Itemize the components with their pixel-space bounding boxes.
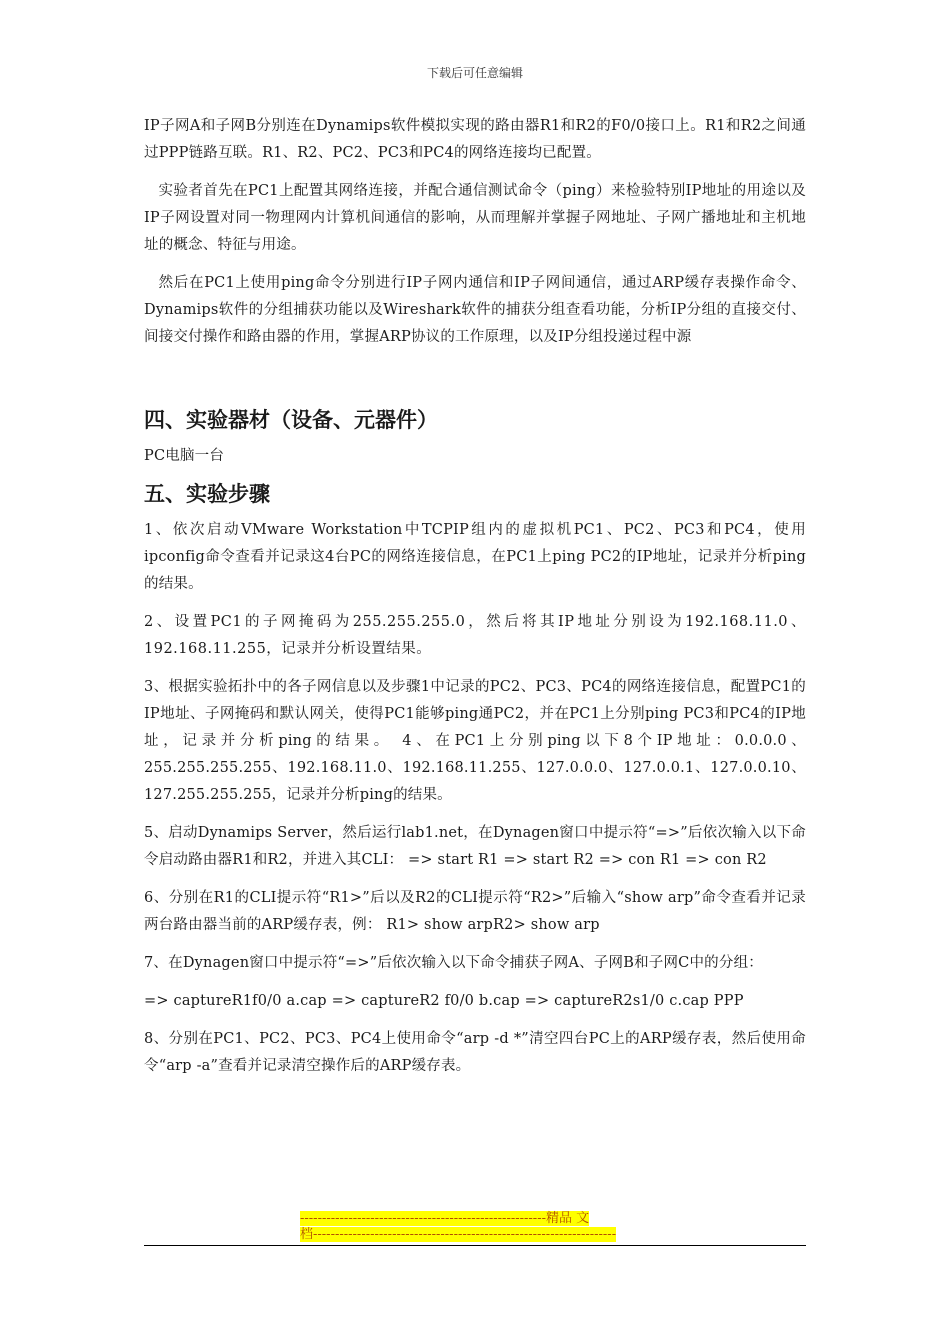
- step-7: 7、在Dynagen窗口中提示符“=>”后依次输入以下命令捕获子网A、子网B和子网C中的分组：: [144, 955, 763, 971]
- step-6: 6、分别在R1的CLI提示符“R1>”后以及R2的CLI提示符“R2>”后输入“show arp”命令查看并记录两台路由器当前的ARP缓存表，例： R1> show arpR2> show arp: [144, 890, 806, 933]
- paragraph-subnets: IP子网A和子网B分别连在Dynamips软件模拟实现的路由器R1和R2的F0/0接口上。R1和R2之间通过PPP链路互联。R1、R2、PC2、PC3和PC4的网络连接均已配置。: [144, 118, 806, 161]
- step-2: 2、设置PC1的子网掩码为255.255.255.0，然后将其IP地址分别设为192.168.11.0、192.168.11.255，记录并分析设置结果。: [144, 614, 806, 657]
- footer-rule: [144, 1245, 806, 1246]
- step-5: 5、启动Dynamips Server，然后运行lab1.net，在Dynagen窗口中提示符“=>”后依次输入以下命令启动路由器R1和R2，并进入其CLI： => start R1 => start R2 => con R1 => con R2: [144, 825, 806, 868]
- paragraph-pc1-config: 实验者首先在PC1上配置其网络连接，并配合通信测试命令（ping）来检验特别IP地址的用途以及IP子网设置对同一物理网内计算机间通信的影响，从而理解并掌握子网地址、子网广播地址和主机地址的概念、特征与用途。: [144, 183, 806, 253]
- section-4-text: PC电脑一台: [144, 448, 225, 464]
- step-7-commands: => captureR1f0/0 a.cap => captureR2 f0/0 b.cap => captureR2s1/0 c.cap PPP: [144, 993, 744, 1009]
- step-3-4: 3、根据实验拓扑中的各子网信息以及步骤1中记录的PC2、PC3、PC4的网络连接信息，配置PC1的IP地址、子网掩码和默认网关，使得PC1能够ping通PC2，并在PC1上分别ping PC3和PC4的IP地址，记录并分析ping的结果。 4、在PC1上分别ping以下8个IP地址：0.0.0.0、255.255.255.255、192.168.11.0、192.168.11.255、127.0.0.0、127.0.0.1、127.0.0.10、127.255.255.255，记录并分析ping的结果。: [144, 679, 806, 803]
- section-5-title: 五、实验步骤: [144, 482, 270, 506]
- footer-line-1: --------------------------------------------------------精品 文: [300, 1211, 590, 1226]
- paragraph-ping-analysis: 然后在PC1上使用ping命令分别进行IP子网内通信和IP子网间通信，通过ARP缓存表操作命令、Dynamips软件的分组捕获功能以及Wireshark软件的捕获分组查看功能，分析IP分组的直接交付、间接交付操作和路由器的作用，掌握ARP协议的工作原理，以及IP分组投递过程中源: [144, 275, 806, 345]
- step-1: 1、依次启动VMware Workstation中TCPIP组内的虚拟机PC1、PC2、PC3和PC4，使用ipconfig命令查看并记录这4台PC的网络连接信息，在PC1上ping PC2的IP地址，记录并分析ping的结果。: [144, 522, 806, 592]
- footer-watermark: [300, 1211, 650, 1243]
- section-4-title: 四、实验器材（设备、元器件）: [144, 408, 438, 432]
- footer-line-2: 档---------------------------------------------------------------------: [300, 1227, 617, 1242]
- document-body: [144, 113, 806, 1080]
- page-header: 下载后可任意编辑: [426, 66, 523, 80]
- step-8: 8、分别在PC1、PC2、PC3、PC4上使用命令“arp -d *”清空四台PC上的ARP缓存表，然后使用命令“arp -a”查看并记录清空操作后的ARP缓存表。: [144, 1031, 806, 1074]
